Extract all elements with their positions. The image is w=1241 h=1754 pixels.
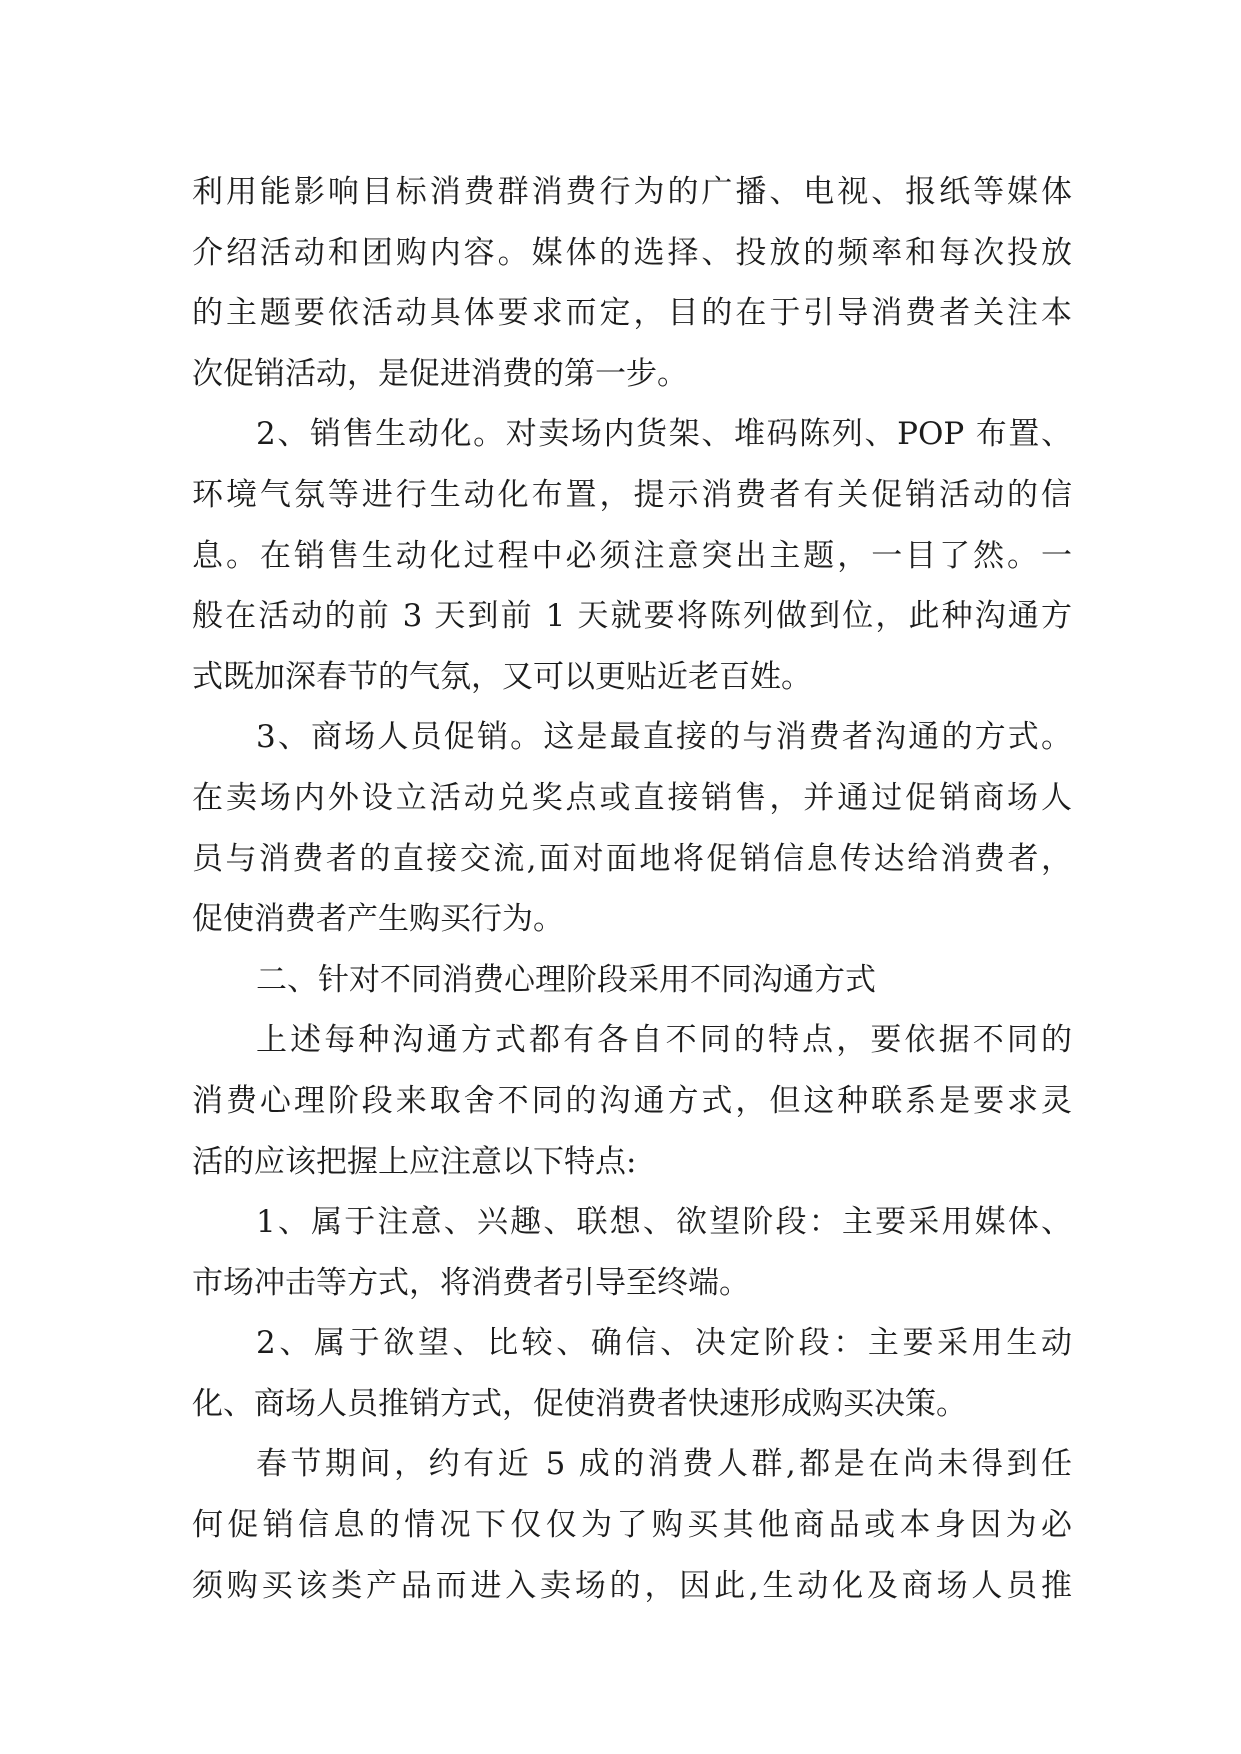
text-line: 在卖场内外设立活动兑奖点或直接销售，并通过促销商场人: [192, 779, 1072, 816]
text-line: 的主题要依活动具体要求而定，目的在于引导消费者关注本: [192, 295, 1072, 332]
text-line: 化、商场人员推销方式，促使消费者快速形成购买决策。: [192, 1385, 967, 1422]
text-line: 利用能影响目标消费群消费行为的广播、电视、报纸等媒体: [192, 174, 1072, 210]
paragraph-start-line: 2、销售生动化。对卖场内货架、堆码陈列、POP 布置、: [256, 416, 1072, 453]
text-line: 员与消费者的直接交流,面对面地将促销信息传达给消费者，: [192, 840, 1072, 877]
paragraph-start-line: 2、属于欲望、比较、确信、决定阶段：主要采用生动: [256, 1325, 1072, 1362]
paragraph-start-line: 上述每种沟通方式都有各自不同的特点，要依据不同的: [256, 1022, 1072, 1059]
text-line: 环境气氛等进行生动化布置，提示消费者有关促销活动的信: [192, 476, 1072, 513]
text-line: 般在活动的前 3 天到前 1 天就要将陈列做到位，此种沟通方: [192, 598, 1072, 635]
text-line: 须购买该类产品而进入卖场的，因此,生动化及商场人员推: [192, 1567, 1072, 1604]
section-heading: 二、针对不同消费心理阶段采用不同沟通方式: [256, 961, 876, 998]
text-line: 市场冲击等方式，将消费者引导至终端。: [192, 1264, 750, 1301]
text-line: 次促销活动，是促进消费的第一步。: [192, 355, 688, 392]
text-line: 活的应该把握上应注意以下特点:: [192, 1143, 637, 1180]
text-line: 何促销信息的情况下仅仅为了购买其他商品或本身因为必: [192, 1507, 1072, 1544]
text-line: 促使消费者产生购买行为。: [192, 901, 564, 938]
text-line: 息。在销售生动化过程中必须注意突出主题，一目了然。一: [192, 537, 1072, 574]
text-line: 式既加深春节的气氛，又可以更贴近老百姓。: [192, 658, 812, 695]
text-line: 消费心理阶段来取舍不同的沟通方式，但这种联系是要求灵: [192, 1082, 1072, 1119]
paragraph-start-line: 春节期间，约有近 5 成的消费人群,都是在尚未得到任: [256, 1446, 1072, 1483]
text-line: 介绍活动和团购内容。媒体的选择、投放的频率和每次投放: [192, 234, 1072, 271]
paragraph-start-line: 3、商场人员促销。这是最直接的与消费者沟通的方式。: [256, 719, 1072, 756]
document-body: [192, 162, 1072, 1616]
paragraph-start-line: 1、属于注意、兴趣、联想、欲望阶段：主要采用媒体、: [256, 1204, 1072, 1241]
